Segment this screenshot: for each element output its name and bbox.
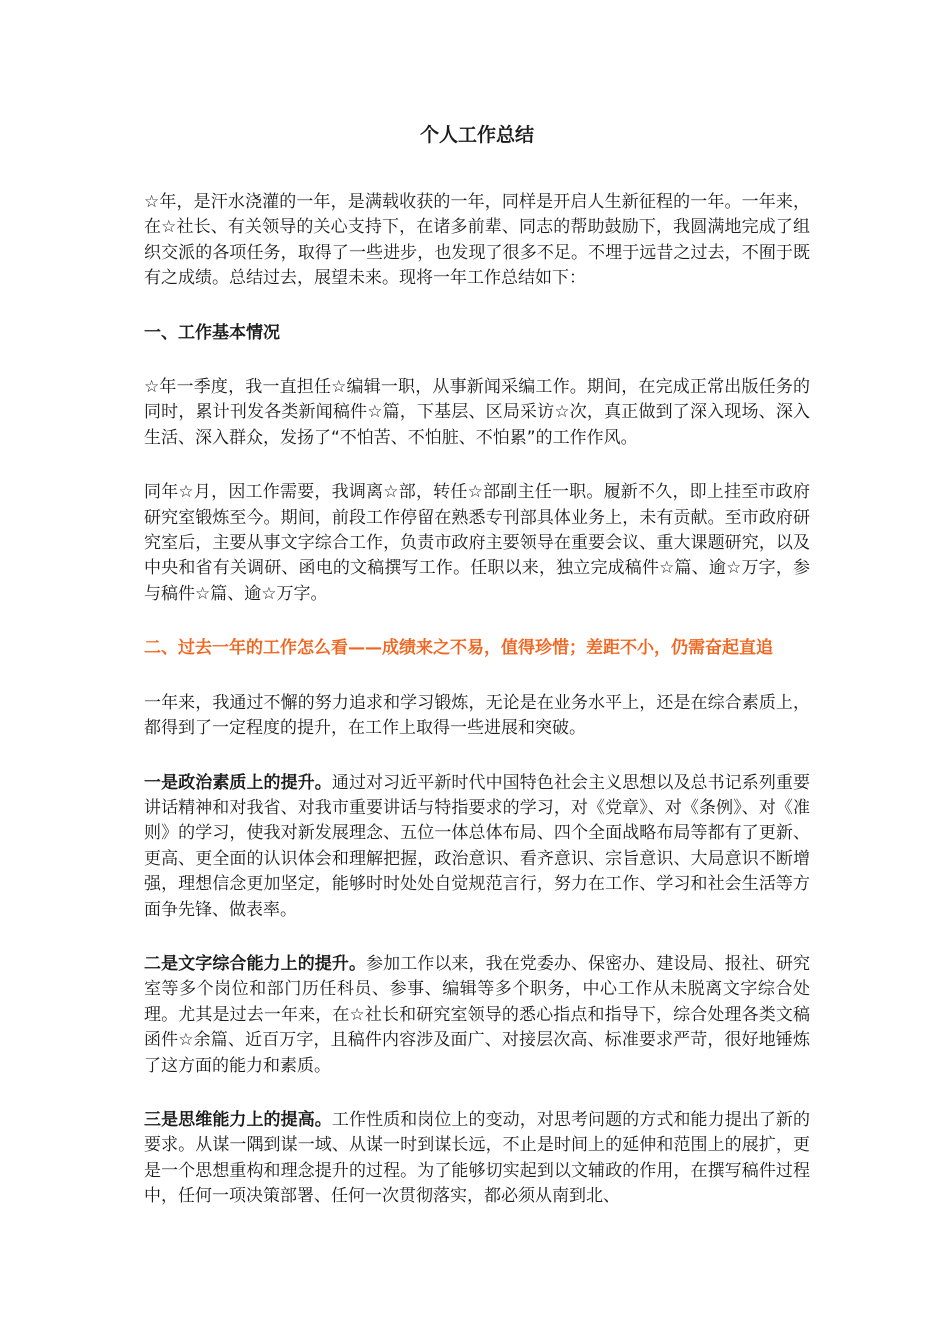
section1-paragraph-1: ☆年一季度，我一直担任☆编辑一职，从事新闻采编工作。期间，在完成正常出版任务的同时，累计刊发各类新闻稿件☆篇，下基层、区局采访☆次，真正做到了深入现场、深入生活、深入群众，发扬了“不怕苦、不怕脏、不怕累”的工作作风。 — [144, 377, 810, 448]
point-lead: 三是思维能力上的提高。 — [144, 1109, 332, 1130]
section-heading-work-overview: 一、工作基本情况 — [144, 322, 280, 343]
document-page — [144, 118, 810, 1210]
point-text: 工作性质和岗位上的变动，对思考问题的方式和能力提出了新的要求。从谋一隅到谋一域、从谋一时到谋长远，不止是时间上的延伸和范围上的展扩，更是一个思想重构和理念提升的过程。为了能够切实起到以文辅政的作用，在撰写稿件过程中，任何一项决策部署、任何一次贯彻落实，都必须从南到北、 — [144, 1109, 811, 1207]
document-title: 个人工作总结 — [419, 124, 534, 146]
point-lead: 二是文字综合能力上的提升。 — [144, 953, 367, 974]
section2-intro-paragraph: 一年来，我通过不懈的努力追求和学习锻炼，无论是在业务水平上，还是在综合素质上，都得到了一定程度的提升，在工作上取得一些进展和突破。 — [144, 692, 810, 739]
point-text: 通过对习近平新时代中国特色社会主义思想以及总书记系列重要讲话精神和对我省、对我市重要讲话与特指要求的学习，对《党章》、对《条例》、对《准则》的学习，使我对新发展理念、五位一体总体布局、四个全面战略布局等都有了更新、更高、更全面的认识体会和理解把握，政治意识、看齐意识、宗旨意识、大局意识不断增强，理想信念更加坚定，能够时时处处自觉规范言行，努力在工作、学习和社会生活等方面争先锋、做表率。 — [144, 772, 811, 920]
point-political-quality — [144, 771, 810, 923]
section1-paragraph-2: 同年☆月，因工作需要，我调离☆部，转任☆部副主任一职。履新不久，即上挂至市政府研究室锻炼至今。期间，前段工作停留在熟悉专刊部具体业务上，未有贡献。至市政府研究室后，主要从事文字综合工作，负责市政府主要领导在重要会议、重大课题研究，以及中央和省有关调研、函电的文稿撰写工作。任职以来，独立完成稿件☆篇、逾☆万字，参与稿件☆篇、逾☆万字。 — [144, 482, 810, 604]
point-writing-ability — [144, 952, 810, 1079]
intro-paragraph: ☆年，是汗水浇灌的一年，是满载收获的一年，同样是开启人生新征程的一年。一年来，在☆社长、有关领导的关心支持下，在诸多前辈、同志的帮助鼓励下，我圆满地完成了组织交派的各项任务，取得了一些进步，也发现了很多不足。不埋于远昔之过去，不囿于既有之成绩。总结过去，展望未来。现将一年工作总结如下： — [144, 192, 810, 289]
point-thinking-ability — [144, 1108, 810, 1210]
point-lead: 一是政治素质上的提升。 — [144, 772, 332, 793]
section-heading-review: 二、过去一年的工作怎么看——成绩来之不易，值得珍惜；差距不小，仍需奋起直追 — [144, 638, 773, 659]
point-text: 参加工作以来，我在党委办、保密办、建设局、报社、研究室等多个岗位和部门历任科员、参事、编辑等多个职务，中心工作从未脱离文字综合处理。尤其是过去一年来，在☆社长和研究室领导的悉心指点和指导下，综合处理各类文稿函件☆余篇、近百万字，且稿件内容涉及面广、对接层次高、标准要求严苛，很好地锤炼了这方面的能力和素质。 — [144, 953, 811, 1076]
